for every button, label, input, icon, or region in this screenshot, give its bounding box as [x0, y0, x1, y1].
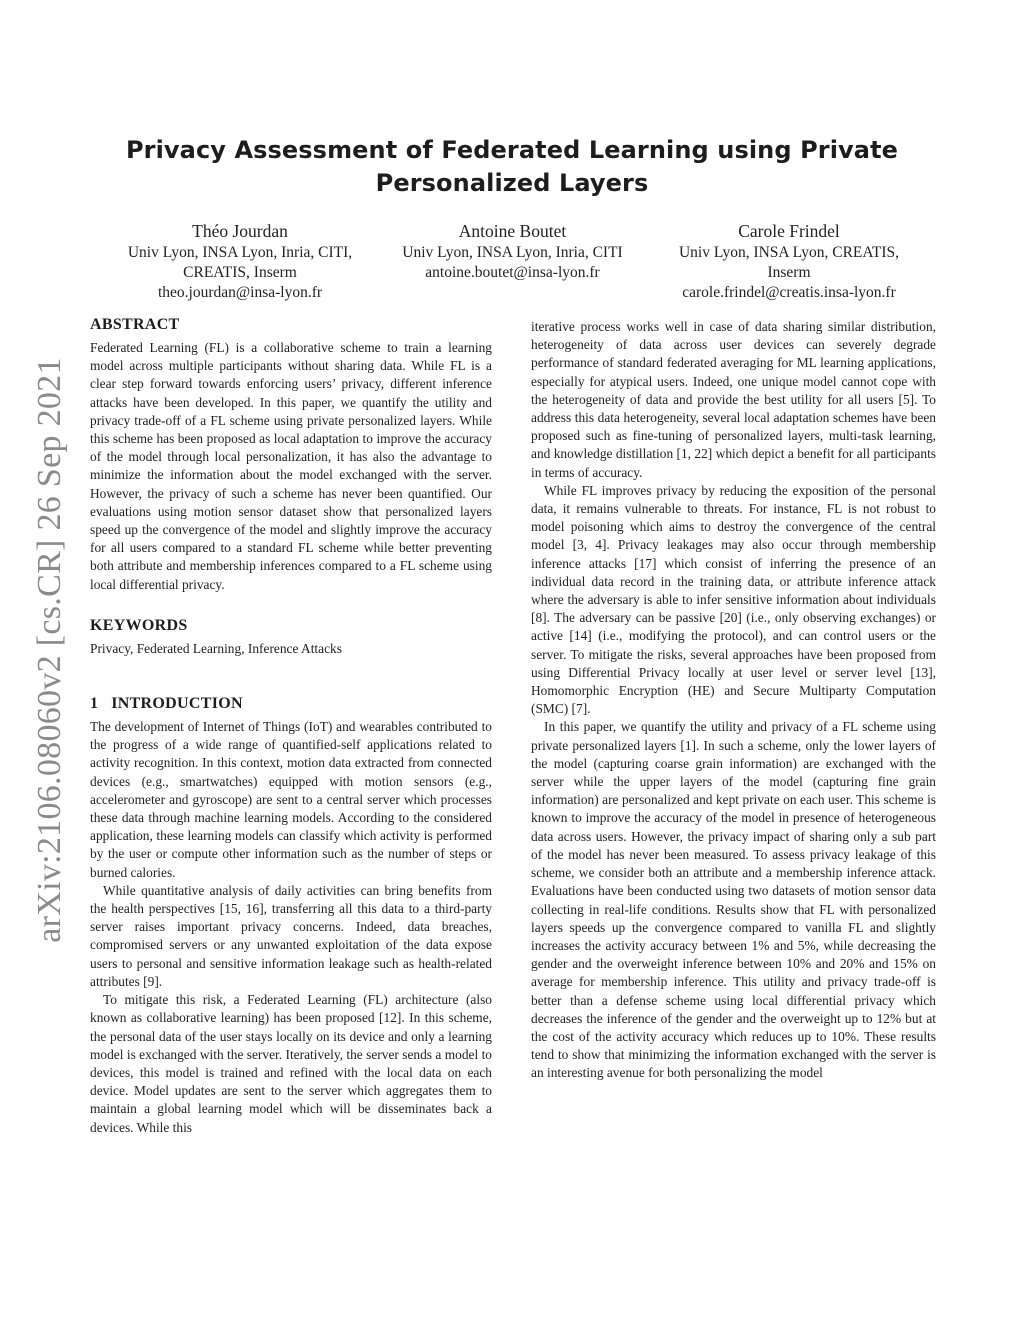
- intro-paragraph-6: In this paper, we quantify the utility and privacy of a FL scheme using private personalized layers [1]. In such a scheme, only the lower layers of the model (capturing coarse grain information) are exchanged with the server while the upper layers of the model (capturing fine grain information) are personalized and kept private on each user. This scheme is known to improve the accuracy of the model in presence of heterogeneous data across users. However, the privacy impact of sharing only a sub part of the model has never been measured. To assess privacy leakage of this scheme, we consider both an attribute and a membership inference attack. Evaluations have been conducted using two datasets of motion sensor data collecting in real-life conditions. Results show that FL with personalized layers speeds up the convergence compared to vanilla FL and slightly increases the activity accuracy between 1% and 5%, while decreasing the gender and the overweight inference between 10% and 20% and 15% on average for membership inference. This utility and privacy trade-off is better than a defense scheme using local differential privacy which decreases the inference of the gender and the overweight up to 12% but at the cost of the activity accuracy which reduces up to 10%. These results tend to show that minimizing the information exchanged with the server is an interesting avenue for both personalizing the model: [531, 719, 936, 1081]
- author-email: theo.jourdan@insa-lyon.fr: [157, 284, 323, 301]
- author-affiliation: Univ Lyon, INSA Lyon, Inria, CITI: [402, 244, 623, 261]
- arxiv-identifier: arXiv:2106.08060v2 [cs.CR] 26 Sep 2021: [31, 357, 68, 943]
- intro-paragraph-2: While quantitative analysis of daily activities can bring benefits from the health perspectives [15, 16], transferring all this data to a third-party server raises important privacy concerns. Indeed, data breaches, compromised servers or any unwanted exploitation of the data expose users to personal and sensitive information leakage such as health-related attributes [9].: [90, 882, 492, 989]
- introduction-heading: 1 INTRODUCTION: [90, 695, 243, 713]
- right-column: [531, 318, 936, 1083]
- author-name: Antoine Boutet: [458, 221, 567, 241]
- author-email: carole.frindel@creatis.insa-lyon.fr: [682, 284, 896, 301]
- author-block-3: [655, 219, 923, 303]
- author-name: Théo Jourdan: [192, 221, 288, 241]
- intro-paragraph-3: To mitigate this risk, a Federated Learning (FL) architecture (also known as collaborative learning) has been proposed [12]. In this scheme, the personal data of the user stays locally on its device and only a learning model is exchanged with the server. Iteratively, the server sends a model to devices, this model is trained and refined with the local data on each device. Model updates are sent to the server which aggregates them to maintain a global learning model which will be disseminates back a devices. While this: [90, 992, 492, 1135]
- intro-paragraph-4: iterative process works well in case of data sharing similar distribution, heterogeneity of data across user devices can severely degrade performance of standard federated averaging for ML learning applications, especially for atypical users. Indeed, one unique model cannot cope with the heterogeneity of data and provide the best utility for all users [5]. To address this data heterogeneity, several local adaptation schemes have been proposed such as fine-tuning of personalized layers, multi-task learning, and knowledge distillation [1, 22] which depict a benefit for all participants in terms of accuracy.: [531, 319, 936, 480]
- paper-title: Privacy Assessment of Federated Learning using Private Personalized Layers: [125, 136, 899, 197]
- author-affiliation: Inserm: [767, 264, 811, 281]
- intro-paragraph-1: The development of Internet of Things (IoT) and wearables contributed to the progress of a wide range of quantified-self applications related to activity recognition. In this context, motion data extracted from connected devices (e.g., smartwatches) equipped with motion sensors (e.g., accelerometer and gyroscope) are sent to a central server which processes these data through machine learning models. According to the considered application, these learning models can classify which activity is performed by the user or compute other information such as the number of steps or burned calories.: [90, 719, 492, 880]
- author-block-2: [390, 219, 635, 283]
- author-affiliation: CREATIS, Inserm: [183, 264, 297, 281]
- keywords-text: Privacy, Federated Learning, Inference Attacks: [90, 640, 342, 656]
- intro-paragraph-5: While FL improves privacy by reducing the exposition of the personal data, it remains vulnerable to threats. For instance, FL is not robust to model poisoning which aims to destroy the convergence of the central model [3, 4]. Privacy leakages may also occur through membership inference attacks [17] which consist of inferring the presence of an individual data record in the training data, or attribute inference attack where the adversary is able to infer sensitive information about individuals [8]. The adversary can be passive [20] (i.e., only observing exchanges) or active [14] (i.e., modifying the protocol), and can control users or the server. To mitigate the risks, several approaches have been proposed from using Differential Privacy locally at user level or server level [13], Homomorphic Encryption (HE) and Secure Multiparty Computation (SMC) [7].: [531, 482, 936, 717]
- author-email: antoine.boutet@insa-lyon.fr: [425, 264, 600, 281]
- abstract-heading: ABSTRACT: [90, 316, 180, 333]
- author-affiliation: Univ Lyon, INSA Lyon, CREATIS,: [678, 244, 900, 261]
- abstract-text: Federated Learning (FL) is a collaborative scheme to train a learning model across multiple participants without sharing data. While FL is a clear step forward towards enforcing users’ privacy, different inference attacks have been developed. In this paper, we quantify the utility and privacy trade-off of a FL scheme using private personalized layers. While this scheme has been proposed as local adaptation to improve the accuracy of the model through local personalization, it has also the advantage to minimize the information about the model exchanged with the server. However, the privacy of such a scheme has never been quantified. Our evaluations using motion sensor dataset show that personalized layers speed up the convergence of the model and slightly improve the accuracy for all users compared to a standard FL scheme while better preventing both attribute and membership inferences compared to a FL scheme using local differential privacy.: [90, 340, 492, 592]
- author-affiliation: Univ Lyon, INSA Lyon, Inria, CITI,: [127, 244, 353, 261]
- keywords-heading: KEYWORDS: [90, 616, 188, 634]
- author-name: Carole Frindel: [738, 221, 840, 241]
- author-block-1: [110, 219, 370, 303]
- left-column: [90, 315, 492, 1137]
